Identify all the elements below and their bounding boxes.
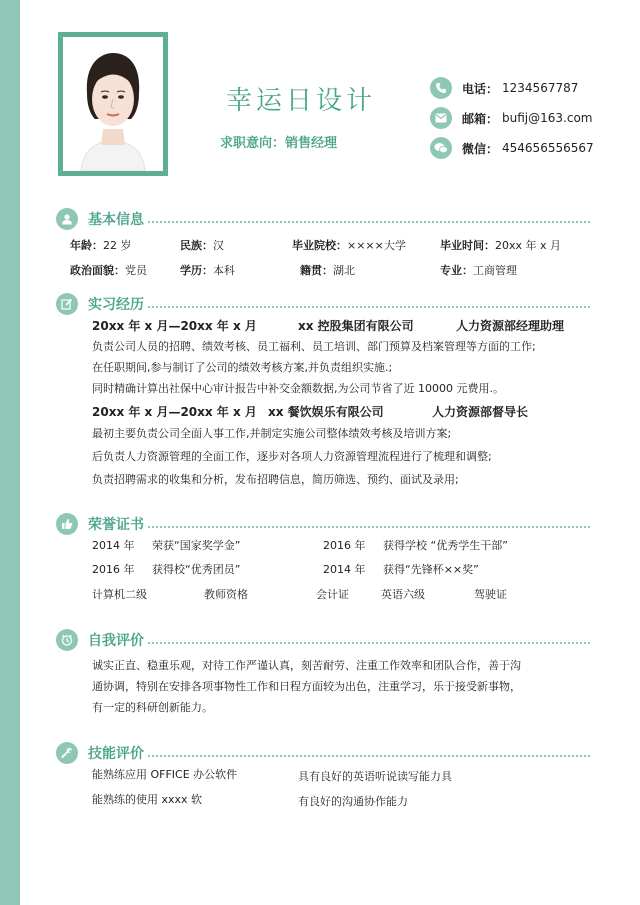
job-2-period: 20xx 年 x 月—20xx 年 x 月 [92,405,257,419]
skill-item: 具有良好的英语听说读写能力具 [298,770,452,783]
honor-year: 2014 年 [92,539,135,552]
wechat-value: 454656556567 [502,141,594,155]
section-divider [148,755,590,757]
section-divider [148,526,590,528]
email-value: bufij@163.com [502,111,593,125]
honor-year: 2016 年 [92,563,135,576]
section-skills [56,741,590,765]
grad-time-field: 毕业时间：20xx 年 x 月 [440,239,562,252]
self-eval-line: 有一定的科研创新能力。 [92,701,213,714]
wrench-icon [56,742,78,764]
ethnic-field: 民族：汉 [180,239,224,252]
certificate: 计算机二级 [92,588,147,601]
section-divider [148,642,590,644]
job-2-line: 最初主要负责公司全面人事工作,并制定实施公司整体绩效考核及培训方案; [92,427,452,440]
section-title: 技能评价 [88,746,144,762]
section-basic-info [56,207,590,231]
clock-icon [56,629,78,651]
job-1-role: 人力资源部经理助理 [456,319,565,333]
job-1-line: 负责公司人员的招聘、绩效考核、员工福利、员工培训、部门预算及档案管理等方面的工作; [92,340,536,353]
political-field: 政治面貌：党员 [70,264,147,277]
contact-email [430,106,630,130]
edit-icon [56,293,78,315]
self-eval-line: 通协调，特别在安排各项事物性工作和日程方面较为出色，注重学习，乐于接受新事物， [92,680,521,693]
wechat-icon [430,137,452,159]
job-1-period: 20xx 年 x 月—20xx 年 x 月 [92,319,257,333]
profile-photo-frame [58,32,168,176]
section-internship [56,292,590,316]
certificate: 英语六级 [381,588,425,601]
origin-field: 籍贯：湖北 [300,264,355,277]
skill-item: 能熟练应用 OFFICE 办公软件 [92,768,238,781]
self-eval-line: 诚实正直、稳重乐观，对待工作严谨认真，刻苦耐劳、注重工作效率和团队合作，善于沟 [92,659,521,672]
honor-text: 荣获“国家奖学金” [152,539,241,552]
left-accent-bar [0,0,20,905]
job-1-line: 同时精确计算出社保中心审计报告中补交金额数据,为公司节省了近 10000 元费用.。 [92,382,504,395]
job-2-line: 负责招聘需求的收集和分析，发布招聘信息，简历筛选、预约、面试及录用; [92,473,459,486]
job-2-line: 后负责人力资源管理的全面工作，逐步对各项人力资源管理流程进行了梳理和调整; [92,450,492,463]
job-1-company: xx 控股集团有限公司 [298,319,414,333]
major-field: 专业：工商管理 [440,264,517,277]
school-field: 毕业院校：××××大学 [292,239,406,252]
honor-year: 2014 年 [323,563,366,576]
contact-phone [430,76,630,100]
section-title: 荣誉证书 [88,517,144,533]
job-1-line: 在任职期间,参与制订了公司的绩效考核方案,并负责组织实施.; [92,361,393,374]
certificate: 驾驶证 [474,588,507,601]
age-field: 年龄：22 岁 [70,239,132,252]
phone-label: 电话： [462,81,499,96]
honor-text: 获得学校 “优秀学生干部” [383,539,508,552]
job-intent: 求职意向：销售经理 [220,136,338,151]
skill-item: 有良好的沟通协作能力 [298,795,408,808]
section-title: 基本信息 [88,212,144,228]
phone-value: 1234567787 [502,81,579,95]
honor-year: 2016 年 [323,539,366,552]
section-title: 自我评价 [88,633,144,649]
section-title: 实习经历 [88,297,144,313]
job-2-role: 人力资源部督导长 [432,405,529,419]
candidate-name: 幸运日设计 [226,86,377,116]
honor-text: 获得校“优秀团员” [152,563,241,576]
section-divider [148,306,590,308]
user-icon [56,208,78,230]
profile-photo [63,37,163,171]
job-2-company: xx 餐饮娱乐有限公司 [268,405,384,419]
thumbs-up-icon [56,513,78,535]
phone-icon [430,77,452,99]
section-divider [148,221,590,223]
wechat-label: 微信： [462,141,499,156]
section-self-evaluation [56,628,590,652]
section-honors [56,512,590,536]
honor-text: 获得“先锋杯××奖” [383,563,479,576]
certificate: 教师资格 [204,588,248,601]
contact-wechat [430,136,630,160]
mail-icon [430,107,452,129]
email-label: 邮箱： [462,111,499,126]
certificate: 会计证 [316,588,349,601]
skill-item: 能熟练的使用 xxxx 软 [92,793,203,806]
portrait-illustration [63,37,163,171]
degree-field: 学历：本科 [180,264,235,277]
